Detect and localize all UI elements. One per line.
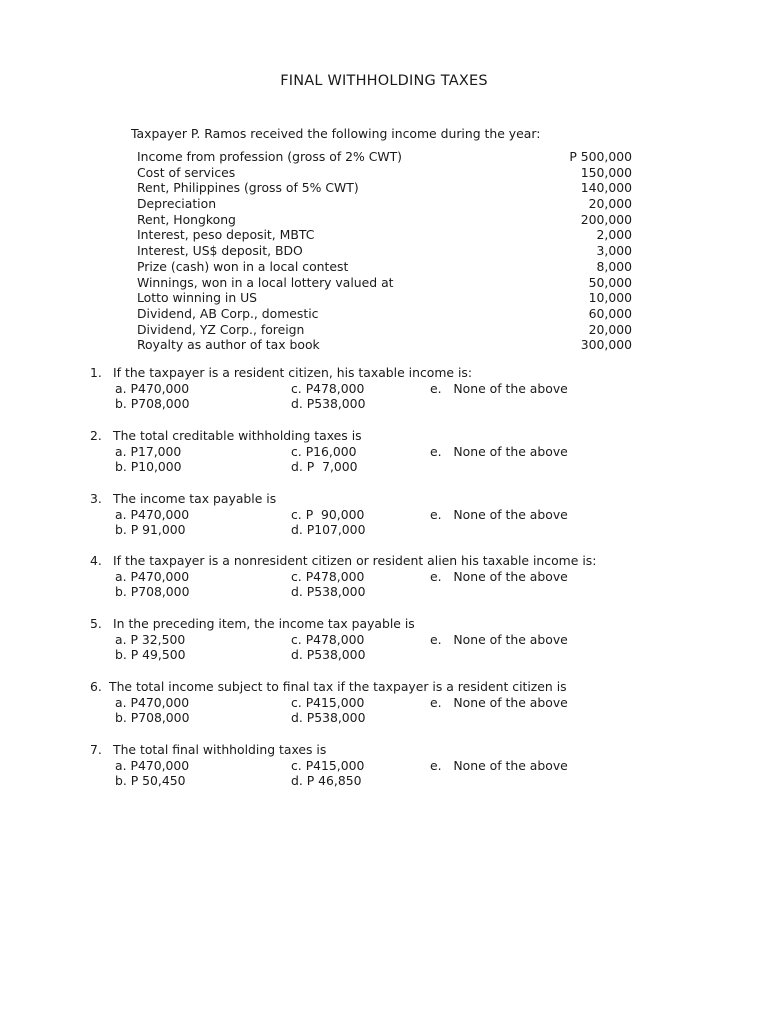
page-title: FINAL WITHHOLDING TAXES bbox=[280, 73, 488, 89]
income-label: Rent, Hongkong bbox=[137, 211, 236, 227]
income-row bbox=[137, 290, 632, 306]
option-a[interactable]: a. P 32,500 bbox=[115, 631, 186, 647]
option-d[interactable]: d. P 46,850 bbox=[291, 773, 362, 789]
question-line bbox=[90, 491, 690, 507]
income-amount: 200,000 bbox=[580, 211, 632, 227]
question-line bbox=[90, 428, 690, 444]
income-row bbox=[137, 165, 632, 181]
option-e[interactable]: e. None of the above bbox=[430, 443, 568, 459]
income-row bbox=[137, 306, 632, 322]
income-amount: 20,000 bbox=[588, 321, 632, 337]
question-number: 4. bbox=[90, 553, 102, 568]
option-b[interactable]: b. P708,000 bbox=[115, 584, 190, 600]
income-label: Lotto winning in US bbox=[137, 290, 258, 306]
income-list bbox=[137, 149, 632, 353]
income-row bbox=[137, 259, 632, 275]
question-5 bbox=[90, 616, 690, 663]
question-line bbox=[90, 553, 690, 569]
option-c[interactable]: c. P415,000 bbox=[291, 757, 365, 773]
question-line bbox=[90, 365, 690, 381]
income-label: Prize (cash) won in a local contest bbox=[137, 258, 349, 274]
option-a[interactable]: a. P470,000 bbox=[115, 694, 190, 710]
income-row bbox=[137, 149, 632, 165]
question-line bbox=[90, 679, 690, 695]
income-amount: 140,000 bbox=[580, 180, 632, 196]
option-e[interactable]: e. None of the above bbox=[430, 757, 568, 773]
option-b[interactable]: b. P 49,500 bbox=[115, 647, 186, 663]
question-line bbox=[90, 742, 690, 758]
option-e[interactable]: e. None of the above bbox=[430, 694, 568, 710]
option-row bbox=[90, 647, 690, 663]
income-amount: 150,000 bbox=[580, 164, 632, 180]
question-4 bbox=[90, 553, 690, 600]
option-row bbox=[90, 396, 690, 412]
question-2 bbox=[90, 428, 690, 475]
income-amount: 8,000 bbox=[596, 258, 632, 274]
income-amount: 50,000 bbox=[588, 274, 632, 290]
option-row bbox=[90, 710, 690, 726]
question-text: If the taxpayer is a resident citizen, his taxable income is: bbox=[113, 365, 473, 380]
option-b[interactable]: b. P10,000 bbox=[115, 459, 182, 475]
option-d[interactable]: d. P538,000 bbox=[291, 584, 366, 600]
intro-text: Taxpayer P. Ramos received the following income during the year: bbox=[131, 126, 541, 141]
option-a[interactable]: a. P470,000 bbox=[115, 506, 190, 522]
option-e[interactable]: e. None of the above bbox=[430, 380, 568, 396]
option-d[interactable]: d. P538,000 bbox=[291, 647, 366, 663]
option-d[interactable]: d. P538,000 bbox=[291, 710, 366, 726]
question-number: 1. bbox=[90, 365, 102, 380]
option-row bbox=[90, 444, 690, 460]
option-d[interactable]: d. P 7,000 bbox=[291, 459, 358, 475]
income-label: Dividend, AB Corp., domestic bbox=[137, 305, 319, 321]
income-label: Depreciation bbox=[137, 196, 217, 212]
income-row bbox=[137, 212, 632, 228]
option-c[interactable]: c. P16,000 bbox=[291, 443, 357, 459]
income-row bbox=[137, 275, 632, 291]
income-row bbox=[137, 322, 632, 338]
option-a[interactable]: a. P470,000 bbox=[115, 757, 190, 773]
question-7 bbox=[90, 742, 690, 789]
option-e[interactable]: e. None of the above bbox=[430, 631, 568, 647]
option-row bbox=[90, 695, 690, 711]
question-text: The total creditable withholding taxes is bbox=[113, 428, 362, 443]
income-label: Interest, US$ deposit, BDO bbox=[137, 243, 303, 259]
option-row bbox=[90, 507, 690, 523]
income-row bbox=[137, 227, 632, 243]
option-a[interactable]: a. P470,000 bbox=[115, 568, 190, 584]
option-c[interactable]: c. P478,000 bbox=[291, 631, 365, 647]
option-b[interactable]: b. P 50,450 bbox=[115, 773, 186, 789]
question-number: 5. bbox=[90, 616, 102, 631]
income-label: Rent, Philippines (gross of 5% CWT) bbox=[137, 180, 359, 196]
income-label: Interest, peso deposit, MBTC bbox=[137, 227, 315, 243]
question-text: If the taxpayer is a nonresident citizen or resident alien his taxable income is: bbox=[113, 553, 597, 568]
question-text: The total income subject to final tax if the taxpayer is a resident citizen is bbox=[109, 679, 567, 694]
option-c[interactable]: c. P478,000 bbox=[291, 380, 365, 396]
question-text: The total final withholding taxes is bbox=[113, 742, 327, 757]
income-label: Dividend, YZ Corp., foreign bbox=[137, 321, 305, 337]
option-row bbox=[90, 569, 690, 585]
income-amount: P 500,000 bbox=[569, 149, 632, 164]
question-1 bbox=[90, 365, 690, 412]
option-row bbox=[90, 758, 690, 774]
question-line bbox=[90, 616, 690, 632]
option-b[interactable]: b. P708,000 bbox=[115, 710, 190, 726]
option-d[interactable]: d. P107,000 bbox=[291, 522, 366, 538]
question-number: 2. bbox=[90, 428, 102, 443]
income-amount: 10,000 bbox=[588, 290, 632, 306]
income-label: Royalty as author of tax book bbox=[137, 337, 320, 353]
question-3 bbox=[90, 491, 690, 538]
option-row bbox=[90, 522, 690, 538]
income-label: Income from profession (gross of 2% CWT) bbox=[137, 149, 403, 164]
income-label: Cost of services bbox=[137, 164, 236, 180]
option-row bbox=[90, 773, 690, 789]
income-row bbox=[137, 243, 632, 259]
option-a[interactable]: a. P17,000 bbox=[115, 443, 182, 459]
option-e[interactable]: e. None of the above bbox=[430, 506, 568, 522]
option-b[interactable]: b. P708,000 bbox=[115, 396, 190, 412]
income-amount: 2,000 bbox=[596, 227, 632, 243]
question-number: 7. bbox=[90, 742, 102, 757]
income-amount: 20,000 bbox=[588, 196, 632, 212]
option-row bbox=[90, 381, 690, 397]
income-row bbox=[137, 337, 632, 353]
option-e[interactable]: e. None of the above bbox=[430, 568, 568, 584]
question-text: In the preceding item, the income tax payable is bbox=[113, 616, 415, 631]
option-a[interactable]: a. P470,000 bbox=[115, 380, 190, 396]
income-row bbox=[137, 180, 632, 196]
income-amount: 3,000 bbox=[596, 243, 632, 259]
income-row bbox=[137, 196, 632, 212]
option-row bbox=[90, 584, 690, 600]
option-c[interactable]: c. P478,000 bbox=[291, 568, 365, 584]
option-row bbox=[90, 459, 690, 475]
option-row bbox=[90, 632, 690, 648]
option-c[interactable]: c. P 90,000 bbox=[291, 506, 365, 522]
option-b[interactable]: b. P 91,000 bbox=[115, 522, 186, 538]
question-6 bbox=[90, 679, 690, 726]
question-text: The income tax payable is bbox=[113, 491, 277, 506]
option-c[interactable]: c. P415,000 bbox=[291, 694, 365, 710]
income-amount: 300,000 bbox=[580, 337, 632, 353]
income-label: Winnings, won in a local lottery valued at bbox=[137, 274, 394, 290]
question-number: 3. bbox=[90, 491, 102, 506]
question-number: 6. bbox=[90, 679, 102, 694]
option-d[interactable]: d. P538,000 bbox=[291, 396, 366, 412]
income-amount: 60,000 bbox=[588, 305, 632, 321]
